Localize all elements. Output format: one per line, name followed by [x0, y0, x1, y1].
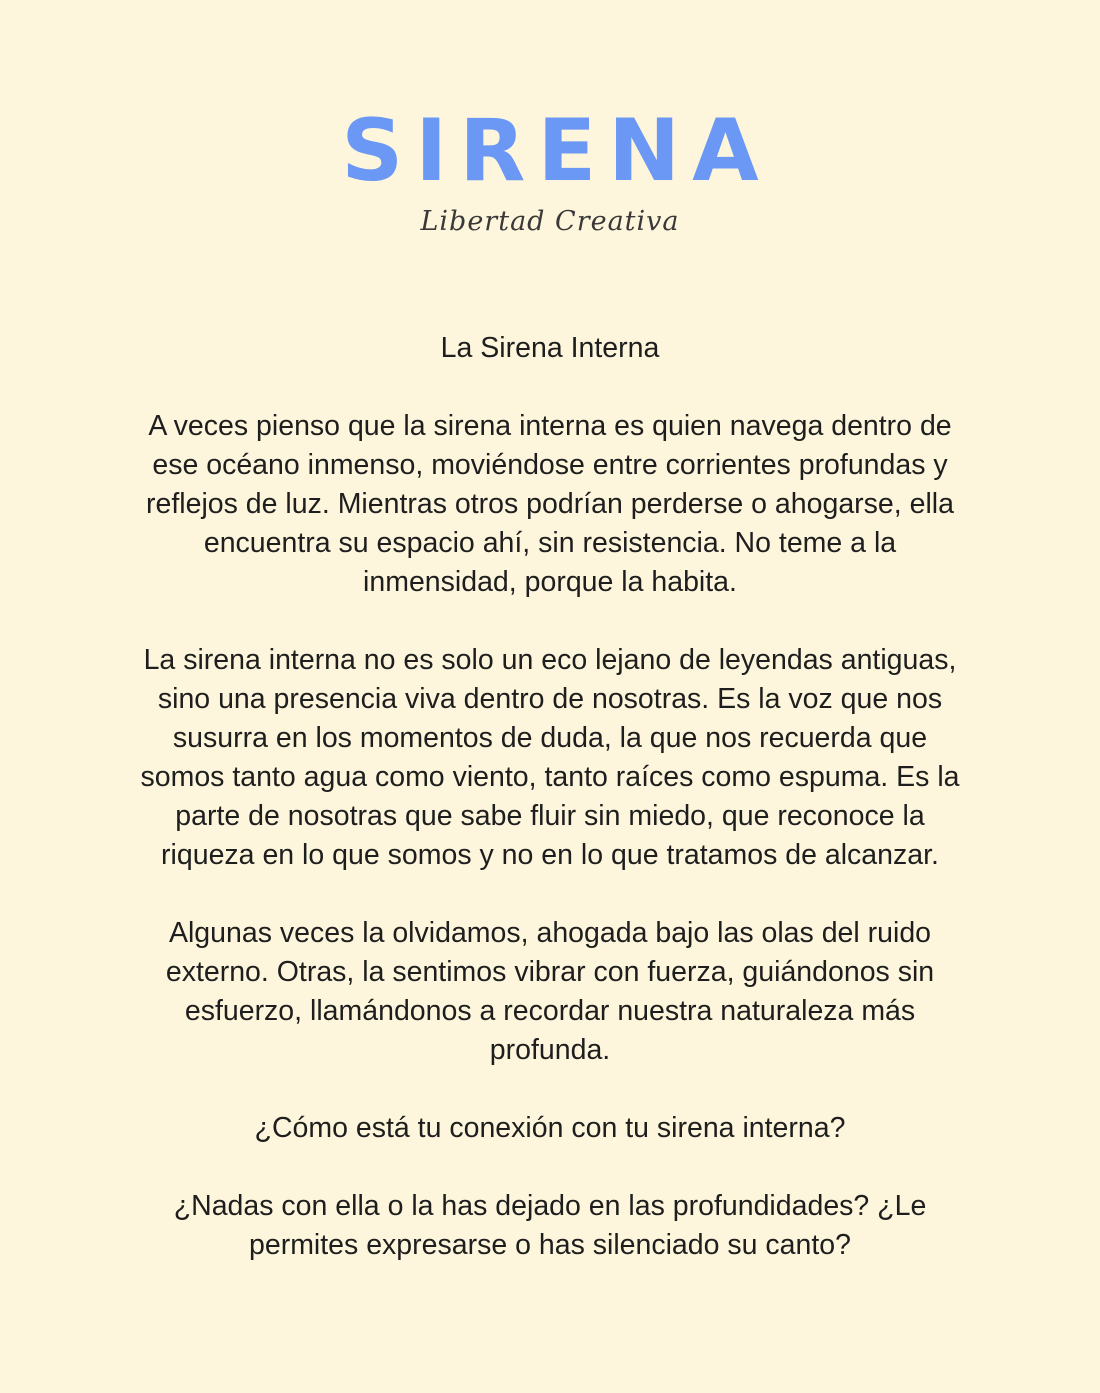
article-body	[140, 329, 960, 1304]
brand-tagline: Libertad Creativa	[420, 206, 680, 237]
article-title: La Sirena Interna	[440, 332, 660, 364]
article-paragraph-1: A veces pienso que la sirena interna es quien navega dentro de ese océano inmenso, moviéndose entre corrientes profundas y reflejos de luz. Mientras otros podrían perderse o ahogarse, ella encuentra su espacio ahí, sin resistencia. No teme a la inmensidad, porque la habita.	[146, 410, 954, 598]
article-question-1: ¿Cómo está tu conexión con tu sirena interna?	[254, 1112, 846, 1144]
article-question-2: ¿Nadas con ella o la has dejado en las profundidades? ¿Le permites expresarse o has silenciado su canto?	[173, 1190, 927, 1261]
brand-logo: SIRENA	[341, 101, 771, 201]
article-paragraph-3: Algunas veces la olvidamos, ahogada bajo las olas del ruido externo. Otras, la sentimos vibrar con fuerza, guiándonos sin esfuerzo, llamándonos a recordar nuestra naturaleza más profunda.	[165, 917, 935, 1066]
article-paragraph-2: La sirena interna no es solo un eco lejano de leyendas antiguas, sino una presencia viva dentro de nosotras. Es la voz que nos susurra en los momentos de duda, la que nos recuerda que somos tanto agua como viento, tanto raíces como espuma. Es la parte de nosotras que sabe fluir sin miedo, que reconoce la riqueza en lo que somos y no en lo que tratamos de alcanzar.	[140, 644, 960, 871]
